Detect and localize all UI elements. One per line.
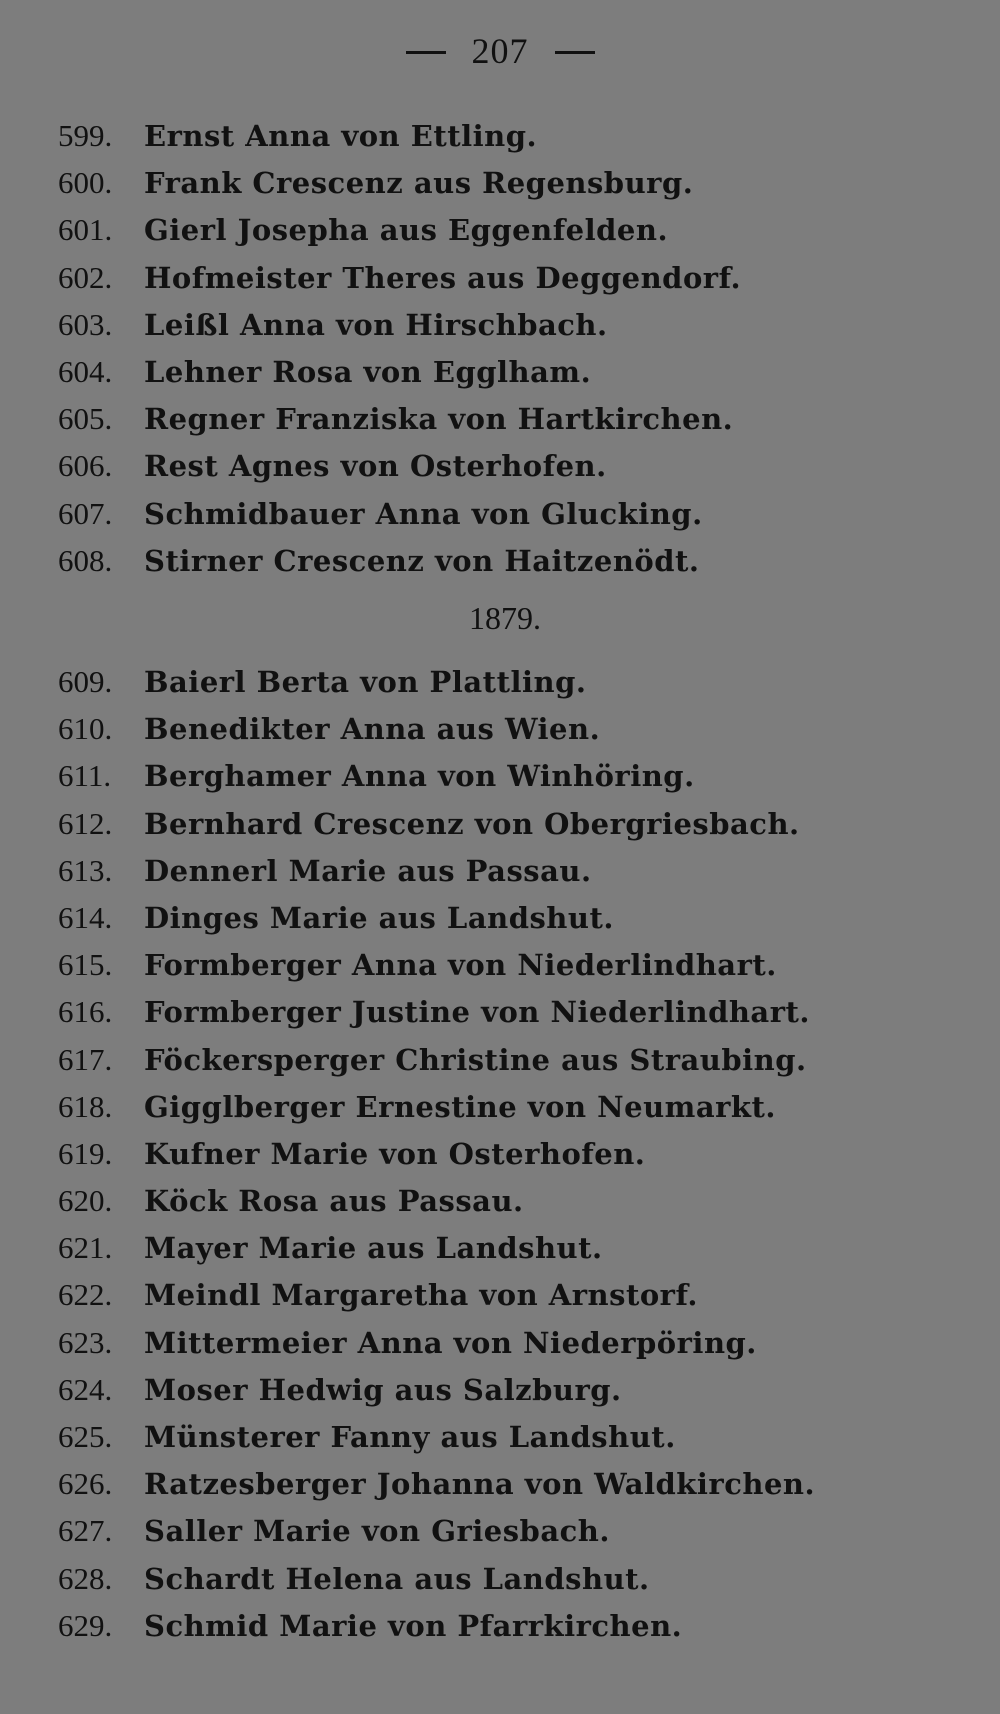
list-item bbox=[58, 1366, 958, 1413]
page-number: 207 bbox=[471, 31, 529, 71]
list-item bbox=[58, 705, 958, 752]
entry-number: 619. bbox=[58, 1135, 113, 1171]
list-item bbox=[58, 941, 958, 988]
list-item bbox=[58, 847, 958, 894]
entry-number: 625. bbox=[58, 1419, 113, 1454]
entry-number: 603. bbox=[58, 306, 113, 342]
list-item bbox=[58, 1555, 958, 1602]
entry-list-1878 bbox=[58, 112, 958, 584]
list-item bbox=[58, 1319, 958, 1366]
entry-number: 623. bbox=[58, 1324, 113, 1360]
entry-number: 601. bbox=[58, 212, 113, 248]
entry-number: 616. bbox=[58, 994, 113, 1030]
entry-number: 629. bbox=[58, 1607, 113, 1643]
list-item bbox=[58, 1177, 958, 1224]
entry-number: 620. bbox=[58, 1183, 113, 1219]
entry-number: 604. bbox=[58, 353, 113, 389]
entry-text: Leißl Anna von Hirschbach. bbox=[144, 307, 608, 342]
entry-text: Schardt Helena aus Landshut. bbox=[144, 1561, 650, 1596]
entry-number: 606. bbox=[58, 448, 113, 484]
list-item bbox=[58, 159, 958, 206]
entry-text: Dinges Marie aus Landshut. bbox=[144, 900, 614, 935]
entry-text: Berghamer Anna von Winhöring. bbox=[144, 759, 695, 794]
list-item bbox=[58, 442, 958, 489]
list-item bbox=[58, 254, 958, 301]
entry-number: 615. bbox=[58, 947, 113, 983]
entry-text: Hofmeister Theres aus Deggendorf. bbox=[144, 260, 742, 295]
entry-number: 602. bbox=[58, 259, 113, 295]
header-dash-right bbox=[555, 51, 595, 54]
entry-number: 610. bbox=[58, 711, 113, 747]
entry-number: 618. bbox=[58, 1088, 113, 1124]
list-item bbox=[58, 301, 958, 348]
entry-number: 624. bbox=[58, 1371, 113, 1407]
list-item bbox=[58, 206, 958, 253]
entry-text: Lehner Rosa von Egglham. bbox=[144, 354, 592, 389]
entry-text: Dennerl Marie aus Passau. bbox=[144, 853, 592, 888]
list-item bbox=[58, 537, 958, 584]
entry-text: Gierl Josepha aus Eggenfelden. bbox=[144, 213, 669, 248]
entry-text: Meindl Margaretha von Arnstorf. bbox=[144, 1278, 698, 1313]
entry-text: Kufner Marie von Osterhofen. bbox=[144, 1136, 646, 1171]
list-item bbox=[58, 112, 958, 159]
entry-text: Benedikter Anna aus Wien. bbox=[144, 712, 601, 747]
entry-list-1879 bbox=[58, 658, 958, 1649]
list-item bbox=[58, 395, 958, 442]
list-item bbox=[58, 800, 958, 847]
list-item bbox=[58, 752, 958, 799]
list-item bbox=[58, 1271, 958, 1318]
list-item bbox=[58, 1130, 958, 1177]
entry-text: Schmidbauer Anna von Glucking. bbox=[144, 496, 703, 531]
list-item bbox=[58, 1460, 958, 1507]
year-heading: 1879. bbox=[469, 600, 541, 636]
entry-number: 605. bbox=[58, 401, 113, 437]
entry-number: 626. bbox=[58, 1466, 113, 1502]
list-item bbox=[58, 658, 958, 705]
list-item bbox=[58, 1507, 958, 1554]
entry-number: 622. bbox=[58, 1277, 113, 1313]
entry-number: 611. bbox=[58, 758, 112, 794]
entry-text: Münsterer Fanny aus Landshut. bbox=[144, 1420, 676, 1454]
list-item bbox=[58, 894, 958, 941]
list-item bbox=[58, 1413, 958, 1460]
entry-text: Formberger Justine von Niederlindhart. bbox=[144, 995, 810, 1030]
entry-text: Rest Agnes von Osterhofen. bbox=[144, 449, 607, 484]
entry-text: Baierl Berta von Plattling. bbox=[144, 665, 587, 699]
page-header bbox=[0, 30, 1000, 72]
entry-number: 614. bbox=[58, 899, 113, 935]
list-item bbox=[58, 1602, 958, 1649]
header-dash-left bbox=[406, 51, 446, 54]
entry-text: Frank Crescenz aus Regensburg. bbox=[144, 166, 694, 201]
entry-text: Köck Rosa aus Passau. bbox=[144, 1184, 524, 1219]
entry-text: Gigglberger Ernestine von Neumarkt. bbox=[144, 1089, 777, 1124]
list-item bbox=[58, 490, 958, 537]
entry-number: 608. bbox=[58, 542, 113, 578]
entry-text: Schmid Marie von Pfarrkirchen. bbox=[144, 1608, 683, 1643]
list-item bbox=[58, 988, 958, 1035]
entry-text: Bernhard Crescenz von Obergriesbach. bbox=[144, 806, 800, 841]
list-item bbox=[58, 1036, 958, 1083]
entry-text: Formberger Anna von Niederlindhart. bbox=[144, 948, 777, 983]
list-item bbox=[58, 1083, 958, 1130]
entry-number: 612. bbox=[58, 805, 113, 841]
entry-text: Stirner Crescenz von Haitzenödt. bbox=[144, 543, 700, 578]
entry-text: Ernst Anna von Ettling. bbox=[144, 119, 538, 153]
entry-text: Mayer Marie aus Landshut. bbox=[144, 1231, 603, 1266]
entry-number: 600. bbox=[58, 165, 113, 201]
entry-number: 599. bbox=[58, 118, 113, 153]
entry-text: Föckersperger Christine aus Straubing. bbox=[144, 1042, 807, 1077]
entry-number: 613. bbox=[58, 852, 113, 888]
list-item bbox=[58, 1224, 958, 1271]
entry-text: Regner Franziska von Hartkirchen. bbox=[144, 402, 734, 437]
entry-number: 621. bbox=[58, 1230, 113, 1266]
entry-number: 628. bbox=[58, 1560, 113, 1596]
entry-number: 607. bbox=[58, 495, 113, 531]
entry-text: Ratzesberger Johanna von Waldkirchen. bbox=[144, 1467, 816, 1502]
entry-number: 609. bbox=[58, 664, 113, 699]
list-item bbox=[58, 348, 958, 395]
entry-number: 627. bbox=[58, 1513, 113, 1549]
entry-number: 617. bbox=[58, 1041, 113, 1077]
entry-text: Mittermeier Anna von Niederpöring. bbox=[144, 1325, 757, 1360]
entry-text: Moser Hedwig aus Salzburg. bbox=[144, 1372, 622, 1407]
entry-text: Saller Marie von Griesbach. bbox=[144, 1514, 610, 1549]
